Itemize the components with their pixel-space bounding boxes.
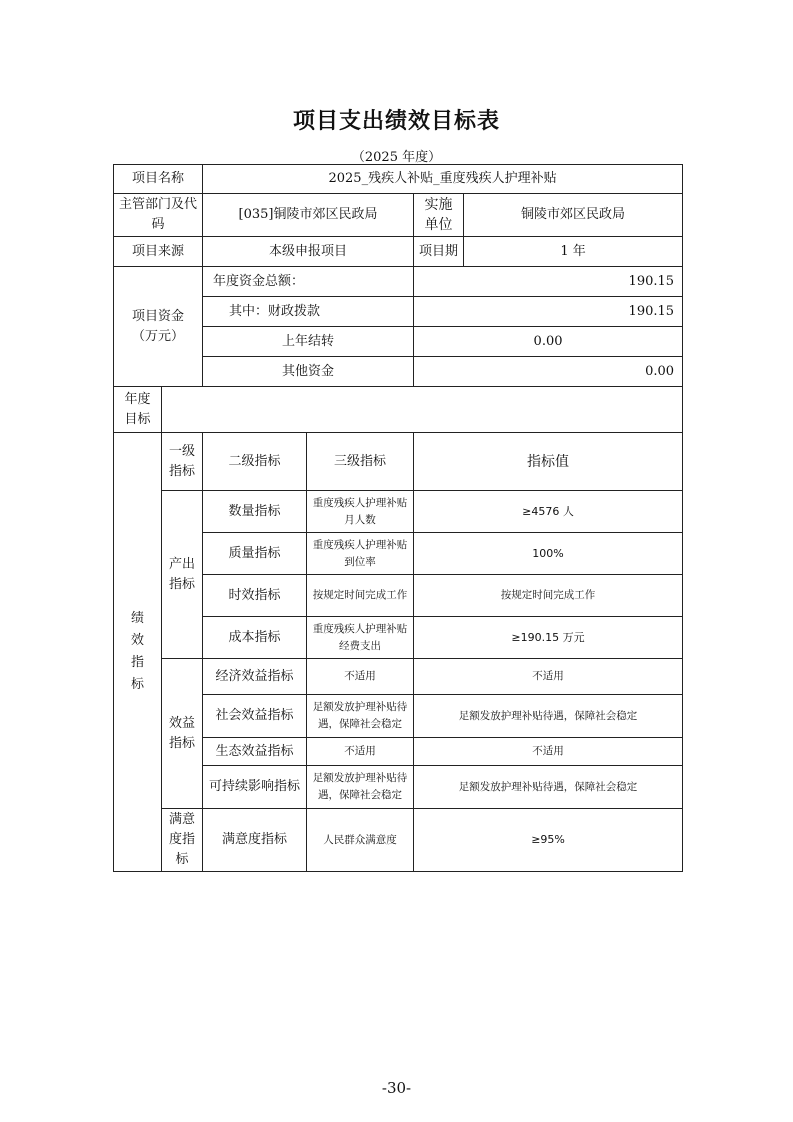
funds-fiscal-label: 其中：财政拨款 [203, 297, 414, 327]
col-level3-header: 三级指标 [307, 433, 414, 491]
indicator-level3: 不适用 [307, 659, 414, 695]
funds-other-value: 0.00 [414, 357, 683, 387]
page-title: 项目支出绩效目标表 [292, 109, 500, 134]
indicator-value: 不适用 [414, 738, 683, 766]
funds-total-label: 年度资金总额： [203, 267, 414, 297]
period-label: 项目期 [414, 237, 464, 267]
indicator-level2: 可持续影响指标 [203, 766, 307, 809]
funds-carry-value: 0.00 [414, 327, 683, 357]
indicator-value: 按规定时间完成工作 [414, 575, 683, 617]
annual-goal-label: 年度目标 [114, 387, 162, 433]
funds-fiscal-value: 190.15 [414, 297, 683, 327]
dept-label: 主管部门及代码 [114, 194, 203, 237]
period-value: 1 年 [464, 237, 683, 267]
annual-goal-value [162, 387, 683, 433]
indicator-value: ≥190.15 万元 [414, 617, 683, 659]
indicator-value: 足额发放护理补贴待遇，保障社会稳定 [414, 766, 683, 809]
output-indicators-label: 产出指标 [162, 491, 203, 659]
indicator-level2: 成本指标 [203, 617, 307, 659]
indicator-level3: 重度残疾人护理补贴到位率 [307, 533, 414, 575]
performance-table [113, 164, 683, 872]
funds-total-value: 190.15 [414, 267, 683, 297]
col-value-header: 指标值 [414, 433, 683, 491]
funds-carry-label: 上年结转 [203, 327, 414, 357]
indicator-value: 100% [414, 533, 683, 575]
project-name-value: 2025_残疾人补贴_重度残疾人护理补贴 [203, 165, 683, 194]
unit-label: 实施单位 [414, 194, 464, 237]
indicator-level3: 按规定时间完成工作 [307, 575, 414, 617]
indicator-level2: 数量指标 [203, 491, 307, 533]
indicator-level3: 足额发放护理补贴待遇，保障社会稳定 [307, 695, 414, 738]
indicator-value: ≥4576 人 [414, 491, 683, 533]
indicator-level3: 重度残疾人护理补贴月人数 [307, 491, 414, 533]
source-label: 项目来源 [114, 237, 203, 267]
indicator-level3: 不适用 [307, 738, 414, 766]
indicator-value: 不适用 [414, 659, 683, 695]
year-label: （2025 年度） [351, 150, 442, 165]
funds-label: 项目资金（万元） [114, 267, 203, 387]
indicator-level2: 质量指标 [203, 533, 307, 575]
benefit-indicators-label: 效益指标 [162, 659, 203, 809]
col-level2-header: 二级指标 [203, 433, 307, 491]
project-name-label: 项目名称 [114, 165, 203, 194]
indicator-level2: 社会效益指标 [203, 695, 307, 738]
indicator-value: ≥95% [414, 809, 683, 872]
indicator-level3: 足额发放护理补贴待遇，保障社会稳定 [307, 766, 414, 809]
col-level1-header: 一级指标 [162, 433, 203, 491]
indicator-level2: 生态效益指标 [203, 738, 307, 766]
indicator-level2: 经济效益指标 [203, 659, 307, 695]
unit-value: 铜陵市郊区民政局 [464, 194, 683, 237]
dept-value: [035]铜陵市郊区民政局 [203, 194, 414, 237]
indicators-section-label: 绩效指标 [114, 433, 162, 872]
funds-other-label: 其他资金 [203, 357, 414, 387]
indicator-level3: 重度残疾人护理补贴经费支出 [307, 617, 414, 659]
satisfaction-indicators-label: 满意度指标 [162, 809, 203, 872]
indicator-value: 足额发放护理补贴待遇，保障社会稳定 [414, 695, 683, 738]
indicator-level2: 满意度指标 [203, 809, 307, 872]
indicator-level3: 人民群众满意度 [307, 809, 414, 872]
page-number: -30- [381, 1079, 412, 1097]
indicator-level2: 时效指标 [203, 575, 307, 617]
source-value: 本级申报项目 [203, 237, 414, 267]
